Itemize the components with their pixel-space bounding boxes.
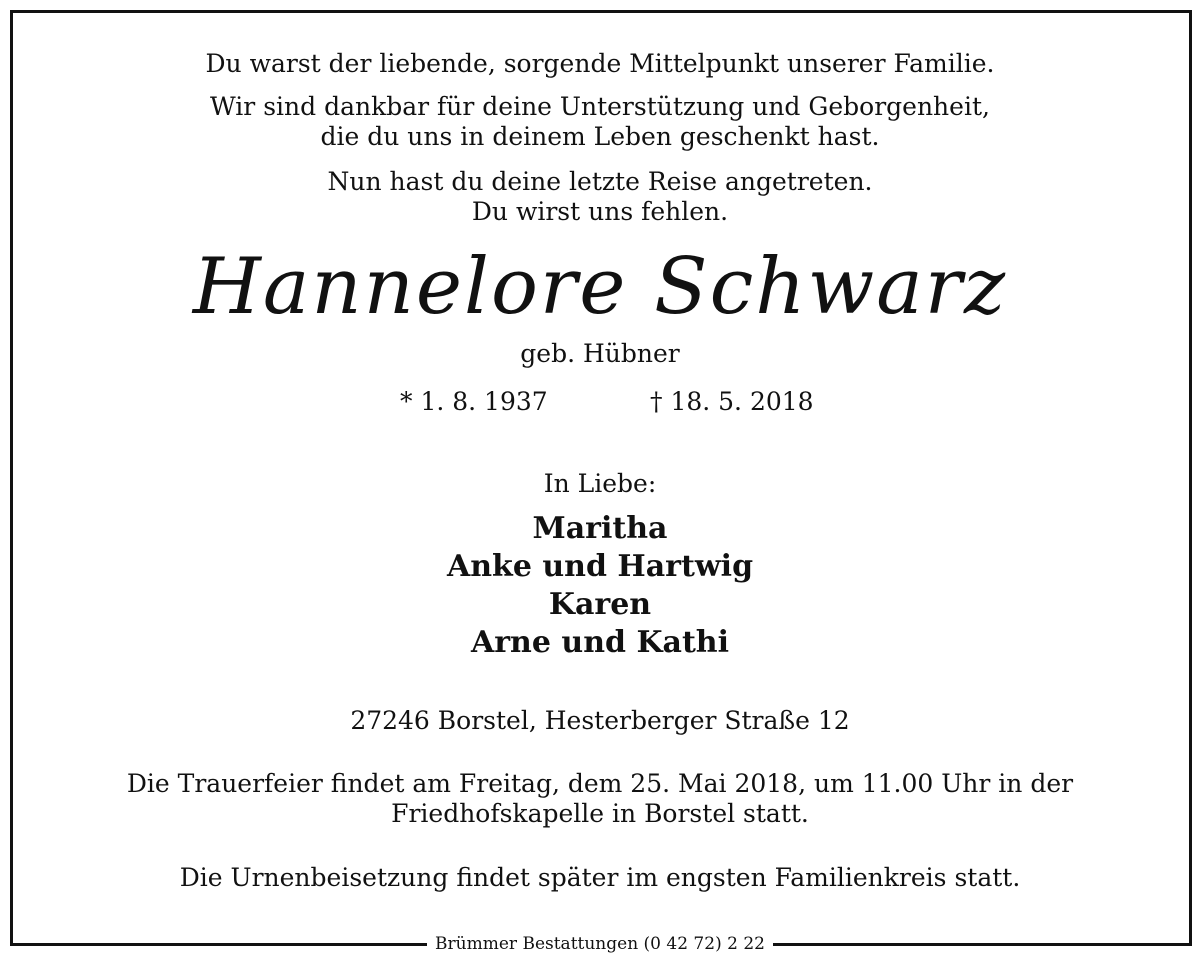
birth-name: geb. Hübner — [520, 339, 680, 368]
family-heading: In Liebe: — [543, 469, 657, 498]
intro-line-3: die du uns in deinem Leben geschenkt hast. — [320, 122, 880, 151]
birth-date: * 1. 8. 1937 — [400, 387, 548, 416]
family-member-2: Anke und Hartwig — [446, 549, 754, 584]
address: 27246 Borstel, Hesterberger Straße 12 — [350, 706, 850, 735]
ceremony-line-2: Friedhofskapelle in Borstel statt. — [391, 799, 809, 828]
intro-line-4: Nun hast du deine letzte Reise angetreten. — [327, 167, 873, 196]
ceremony-line-1: Die Trauerfeier findet am Freitag, dem 25. Mai 2018, um 11.00 Uhr in der — [126, 769, 1074, 798]
family-member-4: Arne und Kathi — [470, 625, 730, 660]
family-member-1: Maritha — [532, 511, 668, 546]
life-dates — [0, 388, 1200, 420]
intro-line-1: Du warst der liebende, sorgende Mittelpunkt unserer Familie. — [205, 49, 995, 78]
intro-line-2: Wir sind dankbar für deine Unterstützung und Geborgenheit, — [210, 92, 990, 121]
death-date: † 18. 5. 2018 — [650, 387, 814, 416]
intro-line-5: Du wirst uns fehlen. — [471, 197, 729, 226]
deceased-name: Hannelore Schwarz — [192, 242, 1008, 332]
burial-note: Die Urnenbeisetzung findet später im engsten Familienkreis statt. — [179, 863, 1021, 892]
family-member-3: Karen — [548, 587, 652, 622]
footer-text: Brümmer Bestattungen (0 42 72) 2 22 — [427, 934, 773, 954]
footer-undertaker — [0, 932, 1200, 956]
